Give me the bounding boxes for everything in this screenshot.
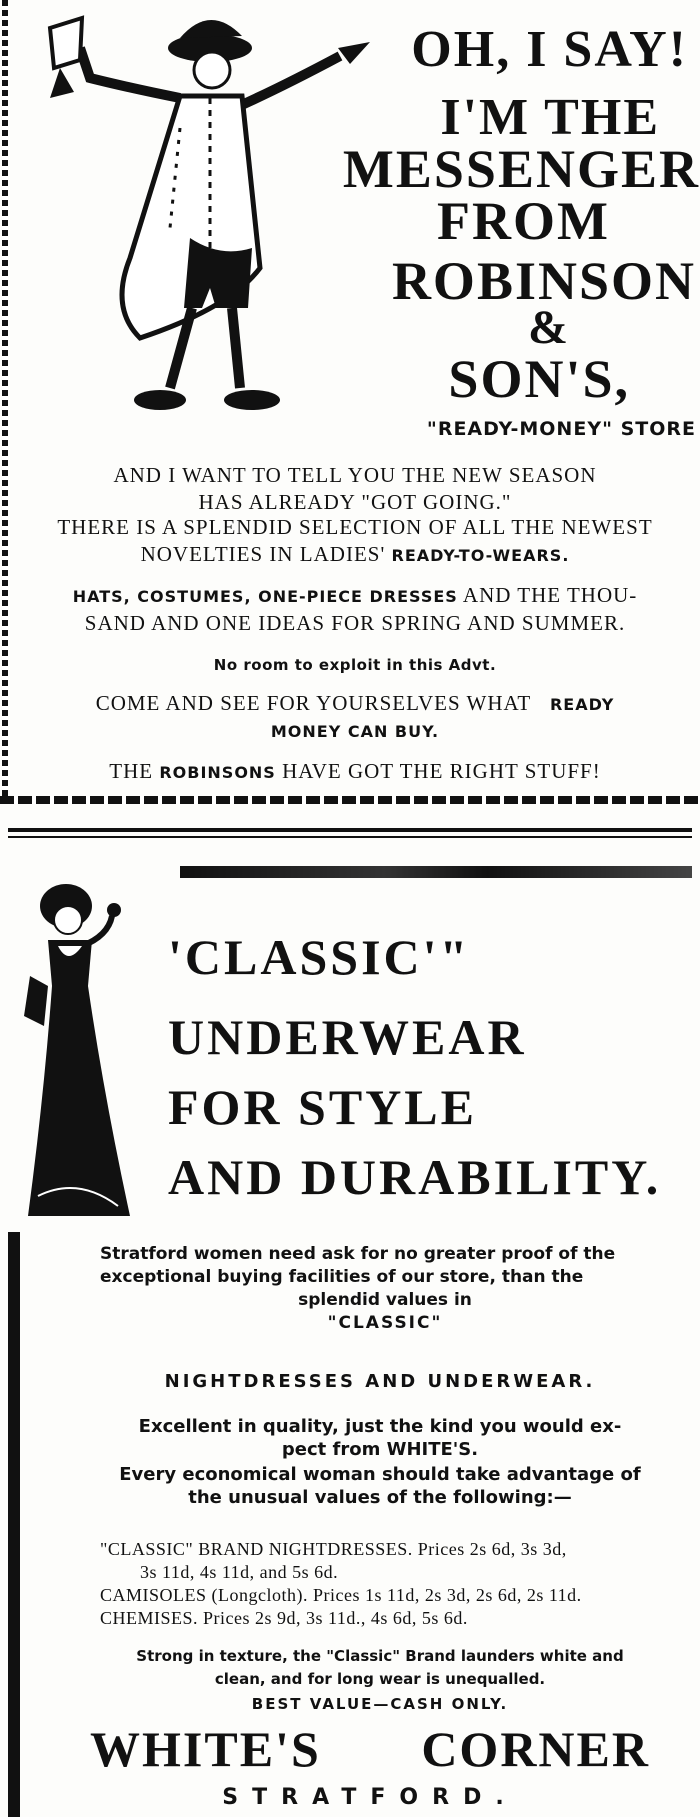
advert-border-bottom [0,796,700,804]
the-text: THE [109,759,154,783]
body-hats-line-b: SAND AND ONE IDEAS FOR SPRING AND SUMMER. [84,611,626,635]
body-season [30,462,680,516]
store-name-corner: CORNER [421,1721,650,1777]
column-rule-thin [8,836,692,838]
headline-oh: OH, I SAY! [411,21,688,78]
ready-text: READY [549,695,615,714]
herald-messenger-figure-icon [20,8,380,468]
quality-paragraph [80,1415,680,1461]
headline-underwear: UNDERWEAR [168,1009,527,1065]
column-rule [8,828,692,832]
intro-paragraph [100,1243,670,1335]
headline-im-the: I'M THE [440,89,660,146]
body-come-line-a [30,690,680,718]
headline-messenger: MESSENGER [342,139,700,199]
body-selection-line-a: THERE IS A SPLENDID SELECTION OF ALL THE NEWEST [57,515,653,539]
headline-sons: SON'S, [448,349,630,409]
strong-line-a: Strong in texture, the "Classic" Brand launders white and [136,1647,624,1665]
body-right-stuff [30,758,680,786]
price-camisoles: CAMISOLES (Longcloth). Prices 1s 11d, 2s 3d, 2s 6d, 2s 11d. [100,1585,582,1605]
robinsons-text: ROBINSONS [159,763,276,782]
price-nightdresses-cont: 3s 11d, 4s 11d, and 5s 6d. [140,1562,339,1582]
store-town: STRATFORD. [222,1785,518,1810]
intro-text: Stratford women need ask for no greater proof of the exceptional buying facilities of our store, than the [100,1244,616,1287]
quality-line-b: pect from WHITE'S. [281,1439,479,1460]
novelties-text: NOVELTIES IN LADIES' [140,542,386,566]
economical-line-a: Every economical woman should take advantage of [119,1464,641,1485]
nightdresses-heading: NIGHTDRESSES AND UNDERWEAR. [164,1371,596,1392]
body-no-room: No room to exploit in this Advt. [213,656,497,674]
come-text: COME AND SEE FOR YOURSELVES WHAT [95,691,532,715]
headline-store: "READY-MONEY" STORE [426,418,696,440]
hats-costumes-text: HATS, COSTUMES, ONE-PIECE DRESSES [72,587,458,606]
ready-to-wears-text: READY-TO-WEARS. [391,546,570,565]
robinson-advert [0,0,700,800]
headline-robinson: ROBINSON [391,251,696,311]
body-hats [30,582,680,637]
decorative-bar [180,866,692,878]
thou-text: AND THE THOU- [462,583,638,607]
price-chemises: CHEMISES. Prices 2s 9d, 3s 11d., 4s 6d, 5s 6d. [100,1608,468,1628]
price-list [100,1538,660,1630]
store-name-whites: WHITE'S [90,1721,321,1777]
store-name [90,1720,650,1778]
best-value: BEST VALUE—CASH ONLY. [251,1695,509,1713]
headline-classic: 'CLASSIC'" [168,929,471,985]
advert-border-left [2,0,8,800]
headline-durability: AND DURABILITY. [168,1149,662,1205]
strong-paragraph [80,1645,680,1691]
quality-line-a: Excellent in quality, just the kind you would ex- [138,1416,622,1437]
headline-ampersand: & [528,301,570,354]
headline-for-style: FOR STYLE [168,1079,478,1135]
price-nightdresses: "CLASSIC" BRAND NIGHTDRESSES. Prices 2s 6d, 3s 3d, [100,1539,567,1559]
lady-in-gown-figure-icon [8,876,148,1226]
money-can-buy-text: MONEY CAN BUY. [270,722,440,741]
advert-left-rule [8,1232,20,1817]
splendid-values-text: splendid values in [298,1290,472,1310]
body-season-line-b: HAS ALREADY "GOT GOING." [198,490,512,514]
strong-line-b: clean, and for long wear is unequalled. [214,1670,546,1688]
body-season-line-a: AND I WANT TO TELL YOU THE NEW SEASON [113,463,597,487]
economical-paragraph [80,1463,680,1509]
body-selection [30,514,680,569]
right-stuff-text: HAVE GOT THE RIGHT STUFF! [282,759,601,783]
body-come-and-see [30,690,680,745]
body-hats-line-a [30,582,680,610]
headline-from: FROM [437,191,610,251]
economical-line-b: the unusual values of the following:— [188,1487,572,1508]
classic-quoted-text: "CLASSIC" [327,1313,443,1333]
body-selection-line-b [30,541,680,569]
